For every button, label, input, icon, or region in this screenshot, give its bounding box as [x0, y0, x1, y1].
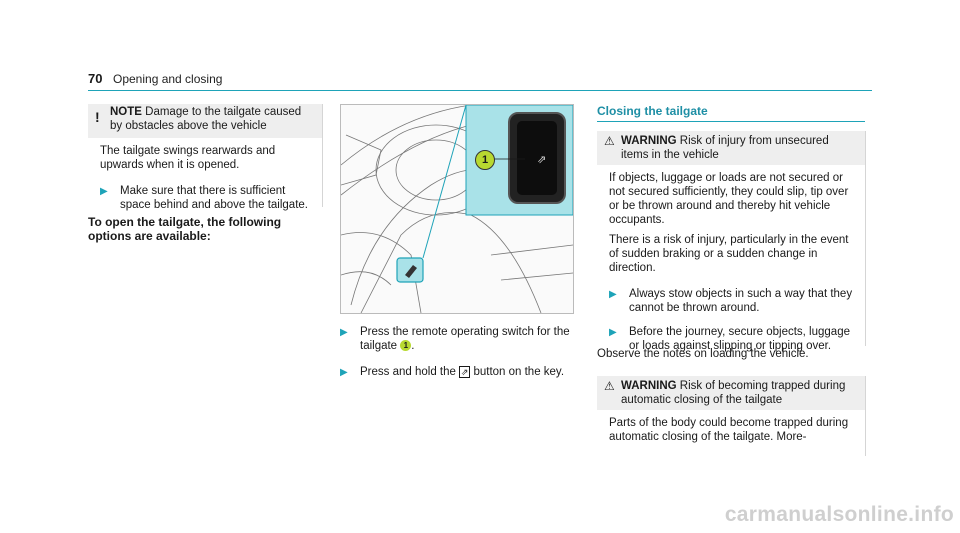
- callout-badge: 1: [400, 340, 411, 351]
- warning-step-1: [609, 287, 857, 315]
- callout-badge: 1: [475, 150, 495, 170]
- open-step-2-end: button on the key.: [473, 366, 565, 378]
- note-box: [88, 104, 323, 211]
- warning-label-1: WARNING: [621, 135, 677, 147]
- open-tailgate-heading: To open the tailgate, the following options are available:: [88, 215, 282, 243]
- warning-box-1: [597, 131, 866, 352]
- warning-triangle-icon: ⚠: [604, 134, 615, 148]
- note-step-text: Make sure that there is sufficient space behind and above the tailgate.: [120, 185, 308, 211]
- note-label: NOTE: [110, 106, 142, 118]
- warning-title-1: Risk of injury from unsecured items in the vehicle: [621, 135, 829, 161]
- note-body: [100, 144, 314, 212]
- step-arrow-icon: ▶: [609, 289, 617, 300]
- warning-title-2: Risk of becoming trapped during automatic closing of the tailgate: [621, 380, 846, 406]
- interior-figure: [340, 104, 574, 314]
- tailgate-key-icon: ⇗: [460, 367, 469, 377]
- open-step-1-end: .: [411, 340, 415, 352]
- warning-body-1: [597, 165, 865, 359]
- step-arrow-icon: ▶: [100, 186, 108, 197]
- page-header: [88, 68, 872, 91]
- open-step-1-text: Press the remote operating switch for the tailgate: [360, 326, 570, 352]
- open-step-2-text: Press and hold the: [360, 366, 456, 378]
- warning-step-2-text: Before the journey, secure objects, luggage or loads against slipping or tipping over.: [629, 326, 850, 352]
- tailgate-switch-icon: ⇗: [537, 153, 547, 166]
- exclamation-icon: !: [95, 109, 100, 125]
- watermark: carmanualsonline.info: [724, 503, 954, 526]
- warning-triangle-icon: ⚠: [604, 379, 615, 393]
- step-arrow-icon: ▶: [609, 327, 617, 338]
- interior-illustration: [341, 105, 573, 313]
- warning-body-2: Parts of the body could become trapped during automatic closing of the tailgate. More-: [609, 417, 849, 443]
- warning-label-2: WARNING: [621, 380, 677, 392]
- warning-header-1: [597, 131, 865, 165]
- step-arrow-icon: ▶: [340, 367, 348, 378]
- open-step-1: [340, 325, 572, 353]
- open-step-2: [340, 365, 572, 379]
- note-text: The tailgate swings rearwards and upwards when it is opened.: [100, 145, 276, 171]
- section-title: Opening and closing: [113, 72, 223, 86]
- note-step: [100, 184, 314, 212]
- page-number: 70: [88, 71, 103, 86]
- closing-title: Closing the tailgate: [597, 104, 865, 122]
- warning-paragraph-1: If objects, luggage or loads are not secured or not secured sufficiently, they could slip, tip over or be thrown around and thereby hit vehicle occupants.: [609, 172, 849, 226]
- note-title: Damage to the tailgate caused by obstacles above the vehicle: [110, 106, 302, 132]
- warning-step-1-text: Always stow objects in such a way that they cannot be thrown around.: [629, 288, 853, 314]
- open-steps: [340, 325, 572, 379]
- step-arrow-icon: ▶: [340, 327, 348, 338]
- warning-paragraph-2: There is a risk of injury, particularly in the event of sudden braking or a sudden change in direction.: [609, 234, 849, 274]
- warning-header-2: [597, 376, 865, 410]
- note-header: [88, 104, 322, 138]
- observe-note: Observe the notes on loading the vehicle.: [597, 348, 809, 360]
- warning-box-2: [597, 376, 866, 456]
